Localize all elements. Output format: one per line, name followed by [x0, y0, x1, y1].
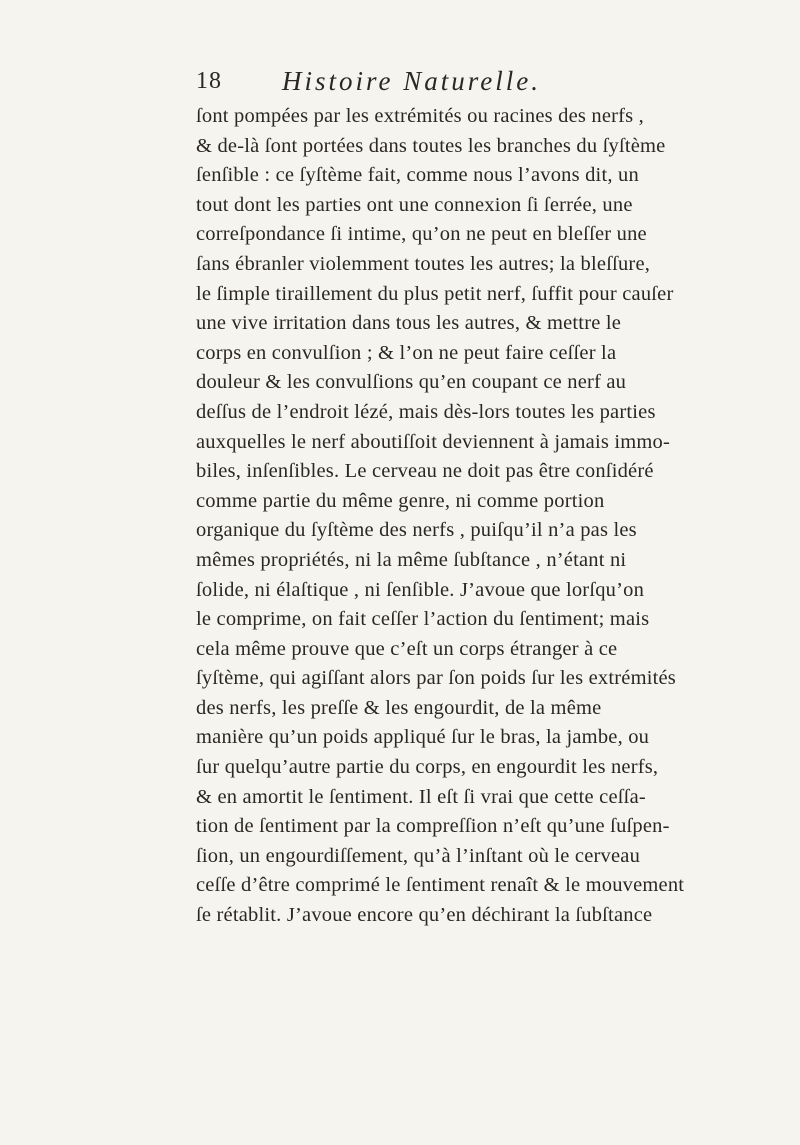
text-line: une vive irritation dans tous les autres, & mettre le [196, 312, 622, 335]
page-header [196, 66, 656, 100]
text-line: comme partie du même genre, ni comme portion [196, 489, 605, 512]
text-line: le ſimple tiraillement du plus petit nerf, ſuffit pour cauſer [196, 282, 674, 305]
text-line: corps en convulſion ; & l’on ne peut faire ceſſer la [196, 341, 617, 364]
running-title: Histoire Naturelle. [282, 66, 541, 96]
text-line: mêmes propriétés, ni la même ſubſtance , n’étant ni [196, 548, 627, 571]
text-line: ſolide, ni élaſtique , ni ſenſible. J’avoue que lorſqu’on [196, 578, 645, 601]
text-line: ſont pompées par les extrémités ou racines des nerfs , [196, 105, 644, 127]
text-line: & en amortit le ſentiment. Il eſt ſi vrai que cette ceſſa- [196, 785, 646, 808]
text-line: ſur quelqu’autre partie du corps, en engourdit les nerfs, [196, 756, 659, 779]
body-text [196, 102, 726, 931]
text-line: organique du ſyſtème des nerfs , puiſqu’il n’a pas les [196, 519, 637, 542]
text-line: ſenſible : ce ſyſtème fait, comme nous l’avons dit, un [196, 164, 639, 187]
text-line: deſſus de l’endroit lézé, mais dès-lors toutes les parties [196, 400, 656, 423]
text-line: ſyſtème, qui agiſſant alors par ſon poids ſur les extrémités [196, 667, 676, 690]
text-line: correſpondance ſi intime, qu’on ne peut en bleſſer une [196, 223, 647, 246]
text-line: des nerfs, les preſſe & les engourdit, de la même [196, 696, 602, 719]
text-line: le comprime, on fait ceſſer l’action du ſentiment; mais [196, 608, 650, 631]
text-line: biles, inſenſibles. Le cerveau ne doit pas être conſidéré [196, 460, 654, 483]
text-line: auxquelles le nerf aboutiſſoit deviennent à jamais immo- [196, 430, 671, 453]
text-line: ſe rétablit. J’avoue encore qu’en déchirant la ſubſtance [196, 904, 653, 927]
text-line: ſans ébranler violemment toutes les autres; la bleſſure, [196, 252, 651, 275]
text-line: ſion, un engourdiſſement, qu’à l’inſtant où le cerveau [196, 844, 641, 867]
text-line: tion de ſentiment par la compreſſion n’eſt qu’une ſuſpen- [196, 815, 670, 838]
text-line: tout dont les parties ont une connexion ſi ſerrée, une [196, 193, 633, 216]
text-line: douleur & les convulſions qu’en coupant ce nerf au [196, 371, 627, 394]
text-line: ceſſe d’être comprimé le ſentiment renaît & le mouvement [196, 874, 685, 897]
text-line: manière qu’un poids appliqué ſur le bras, la jambe, ou [196, 726, 650, 749]
text-line: cela même prouve que c’eſt un corps étranger à ce [196, 637, 618, 660]
text-line: & de-là ſont portées dans toutes les branches du ſyſtème [196, 134, 666, 157]
page-number: 18 [196, 68, 222, 94]
